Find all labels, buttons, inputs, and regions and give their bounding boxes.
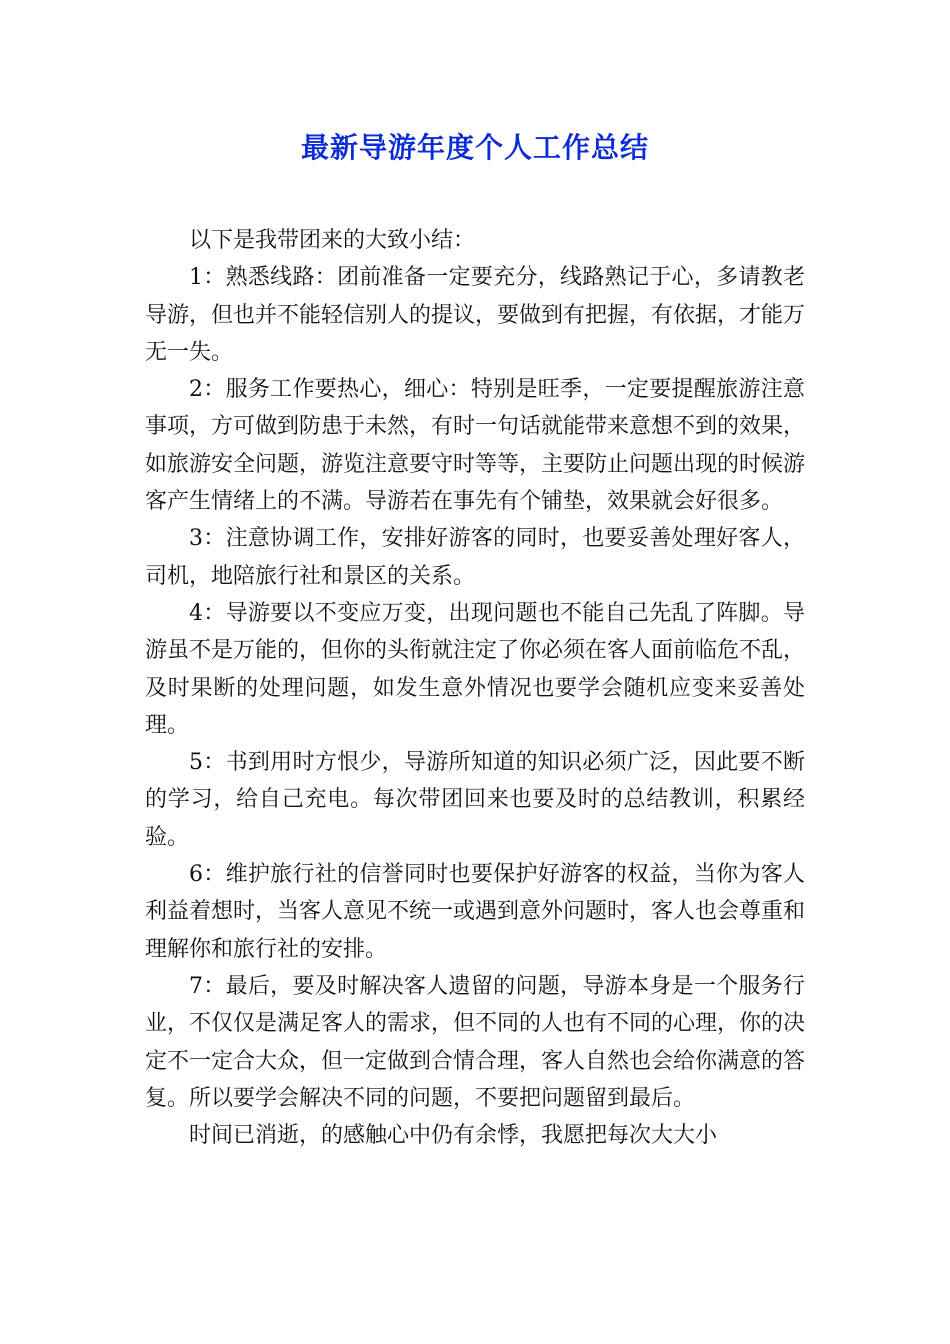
paragraph-point-2: 2：服务工作要热心，细心：特别是旺季，一定要提醒旅游注意事项，方可做到防患于未然，有时一句话就能带来意想不到的效果，如旅游安全问题，游览注意要守时等等，主要防止问题出现的时候游客产生情绪上的不满。导游若在事先有个铺垫，效果就会好很多。 (145, 377, 806, 515)
paragraph-closing: 时间已消逝，的感触心中仍有余悸，我愿把每次大大小 (189, 1123, 718, 1149)
paragraph-point-7: 7：最后，要及时解决客人遗留的问题，导游本身是一个服务行业，不仅仅是满足客人的需求，但不同的人也有不同的心理，你的决定不一定合大众，但一定做到合情合理，客人自然也会给你满意的答复。所以要学会解决不同的问题，不要把问题留到最后。 (145, 973, 806, 1111)
paragraph-point-1: 1：熟悉线路：团前准备一定要充分，线路熟记于心，多请教老导游，但也并不能轻信别人的提议，要做到有把握，有依据，才能万无一失。 (145, 265, 806, 365)
paragraph-intro: 以下是我带团来的大致小结： (189, 228, 476, 253)
paragraph-point-5: 5：书到用时方恨少，导游所知道的知识必须广泛，因此要不断的学习，给自己充电。每次带团回来也要及时的总结教训，积累经验。 (145, 750, 805, 850)
paragraph-point-6: 6：维护旅行社的信誉同时也要保护好游客的权益，当你为客人利益着想时，当客人意见不统一或遇到意外问题时，客人也会尊重和理解你和旅行社的安排。 (145, 862, 806, 962)
document-title: 最新导游年度个人工作总结 (300, 131, 649, 164)
paragraph-point-3: 3：注意协调工作，安排好游客的同时，也要妥善处理好客人，司机，地陪旅行社和景区的关系。 (145, 526, 805, 589)
document-body (145, 222, 805, 1154)
paragraph-point-4: 4：导游要以不变应万变，出现问题也不能自己先乱了阵脚。导游虽不是万能的，但你的头衔就注定了你必须在客人面前临危不乱，及时果断的处理问题，如发生意外情况也要学会随机应变来妥善处理。 (145, 600, 806, 738)
